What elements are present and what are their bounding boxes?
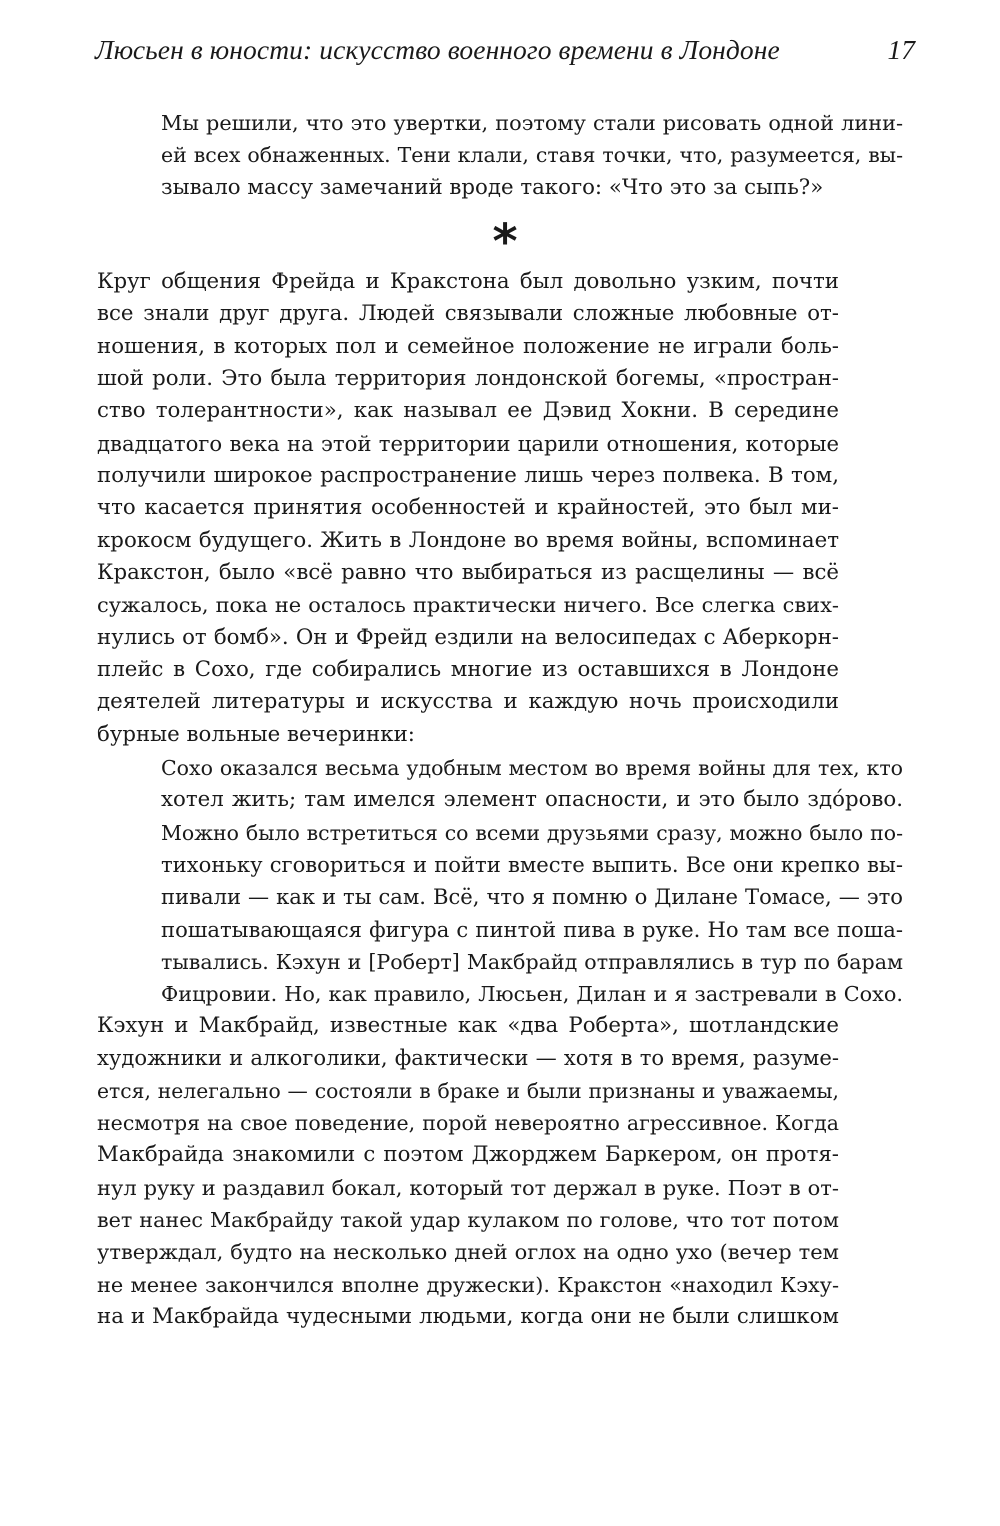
text-line: все знали друг друга. Людей связывали сложные любовные от- — [97, 301, 839, 327]
text-line: вет нанес Макбрайду такой удар кулаком по голове, что тот потом — [97, 1208, 839, 1233]
text-line: ношения, в которых пол и семейное положение не играли боль- — [97, 333, 839, 359]
text-line: несмотря на свое поведение, порой невероятно агрессивное. Когда — [97, 1111, 839, 1136]
text-line: бурные вольные вечеринки: — [97, 721, 415, 747]
text-line: тывались. Кэхун и [Роберт] Макбрайд отправлялись в тур по барам — [161, 950, 903, 975]
text-line: Можно было встретиться со всеми друзьями сразу, можно было по- — [161, 820, 903, 845]
text-line: тихоньку сговориться и пойти вместе выпить. Все они крепко вы- — [161, 852, 903, 878]
section-separator: * — [492, 214, 518, 270]
text-line: что касается принятия особенностей и крайностей, это был ми- — [97, 495, 839, 521]
text-line: Мы решили, что это увертки, поэтому стали рисовать одной лини- — [161, 111, 903, 135]
text-line: пошатывающаяся фигура с пинтой пива в руке. Но там все поша- — [161, 916, 903, 942]
text-line: нулись от бомб». Он и Фрейд ездили на велосипедах с Аберкорн- — [97, 624, 839, 650]
text-line: Круг общения Фрейда и Кракстона был довольно узким, почти — [97, 269, 839, 294]
text-line: на и Макбрайда чудесными людьми, когда они не были слишком — [97, 1304, 839, 1330]
text-line: утверждал, будто на несколько дней оглох на одно ухо (вечер тем — [97, 1240, 839, 1265]
text-line: двадцатого века на этой территории царили отношения, которые — [97, 430, 839, 456]
text-line: плейс в Сохо, где собирались многие из оставшихся в Лондоне — [97, 657, 839, 683]
text-line: пивали — как и ты сам. Всё, что я помню о Дилане Томасе, — это — [161, 884, 903, 910]
text-line: Макбрайда знакомили с поэтом Джорджем Баркером, он протя- — [97, 1142, 839, 1168]
text-line: ется, нелегально — состояли в браке и были признаны и уважаемы, — [97, 1078, 839, 1103]
text-line: ство толерантности», как называл ее Дэвид Хокни. В середине — [97, 398, 839, 424]
running-title: Люсьен в юности: искусство военного времени в Лондоне — [95, 34, 780, 65]
paragraph-1 — [97, 266, 839, 751]
text-line: не менее закончился вполне дружески). Кракстон «находил Кэху- — [97, 1272, 839, 1297]
text-line: хотел жить; там имелся элемент опасности, и это было здóрово. — [161, 787, 903, 813]
text-line: крокосм будущего. Жить в Лондоне во время войны, вспоминает — [97, 527, 839, 553]
text-line: сужалось, пока не осталось практически ничего. Все слегка свих- — [97, 593, 839, 618]
text-line: Кэхун и Макбрайд, известные как «два Роберта», шотландские — [97, 1013, 839, 1038]
text-line: нул руку и раздавил бокал, который тот держал в руке. Поэт в от- — [97, 1175, 839, 1200]
text-line: художники и алкоголики, фактически — хотя в то время, разуме- — [97, 1045, 839, 1071]
text-line: Фицровии. Но, как правило, Люсьен, Дилан и я застревали в Сохо. — [161, 982, 903, 1007]
text-line: Кракстон, было «всё равно что выбираться из расщелины — всё — [97, 560, 839, 586]
text-line: получили широкое распространение лишь через полвека. В том, — [97, 463, 839, 489]
page-number: 17 — [887, 34, 915, 65]
block-quote-soho — [97, 752, 903, 1011]
text-line: Сохо оказался весьма удобным местом во время войны для тех, кто — [161, 756, 903, 780]
text-line: деятелей литературы и искусства и каждую ночь происходили — [97, 689, 839, 715]
text-line: шой роли. Это была территория лондонской богемы, «простран- — [97, 366, 839, 392]
running-head — [95, 34, 915, 70]
block-quote-top — [97, 107, 903, 204]
text-line: ей всех обнаженных. Тени клали, ставя точки, что, разумеется, вы- — [161, 143, 903, 168]
paragraph-2 — [97, 1010, 839, 1333]
text-line: зывало массу замечаний вроде такого: «Что это за сыпь?» — [161, 174, 824, 200]
